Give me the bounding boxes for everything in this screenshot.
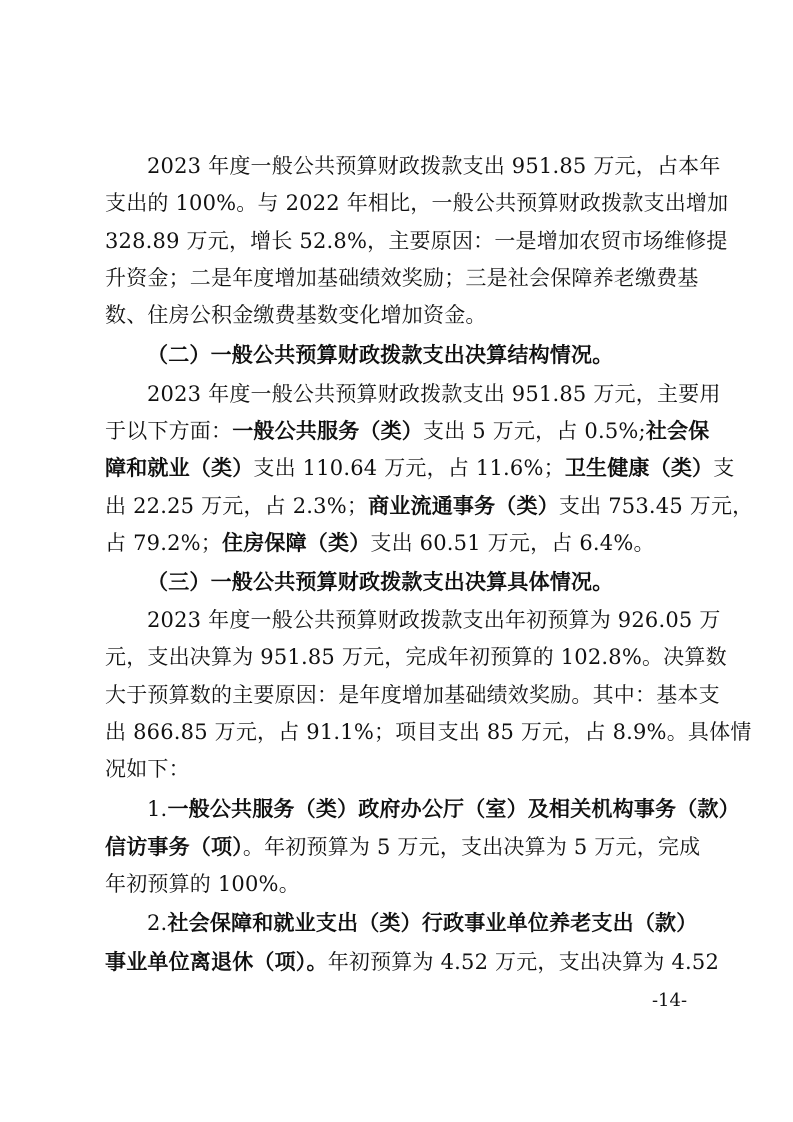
bold-text-segment: 住房保障（类） — [222, 530, 371, 555]
paragraph-line — [105, 414, 710, 448]
paragraph-line — [105, 451, 735, 485]
bold-text-segment: 一般公共服务（类）政府办公厅（室）及相关机构事务（款） — [167, 796, 740, 821]
item-heading — [147, 906, 698, 940]
item-heading — [147, 792, 740, 826]
text-segment: 大于预算数的主要原因：是年度增加基础绩效奖励。其中：基本支 — [105, 683, 720, 707]
section-heading — [147, 565, 690, 599]
paragraph-line — [105, 526, 690, 560]
paragraph-line — [105, 678, 720, 712]
text-segment: 升资金；二是年度增加基础绩效奖励；三是社会保障养老缴费基 — [105, 266, 699, 290]
text-segment: 于以下方面： — [105, 419, 233, 443]
bold-text-segment: 卫生健康（类） — [564, 455, 714, 480]
text-segment: 年初预算为 4.52 万元，支出决算为 4.52 — [327, 950, 720, 974]
text-segment: 。年初预算为 5 万元，支出决算为 5 万元，完成 — [242, 835, 701, 859]
text-segment: 支出 753.45 万元， — [558, 494, 754, 518]
paragraph-line — [147, 603, 721, 637]
paragraph-line — [105, 640, 727, 674]
text-segment: 2. — [147, 911, 168, 935]
text-segment: 1. — [147, 797, 168, 821]
bold-text-segment: 商业流通事务（类） — [368, 493, 559, 518]
text-segment: 支 — [713, 456, 735, 480]
page-number: -14- — [651, 990, 688, 1011]
text-segment: 元，支出决算为 951.85 万元，完成年初预算的 102.8%。决算数 — [105, 645, 727, 669]
text-segment: 支出的 100%。与 2022 年相比，一般公共预算财政拨款支出增加 — [105, 191, 729, 215]
paragraph-line — [105, 715, 752, 749]
text-segment: 支出 5 万元，占 0.5%; — [423, 419, 646, 443]
paragraph-line — [105, 186, 729, 220]
text-segment: 年初预算的 100%。 — [105, 872, 300, 896]
text-segment: 占 79.2%； — [105, 531, 222, 555]
paragraph-line — [105, 224, 728, 258]
section-heading — [147, 338, 690, 372]
text-segment: 支出 60.51 万元，占 6.4%。 — [370, 531, 655, 555]
text-segment: 出 866.85 万元，占 91.1%；项目支出 85 万元，占 8.9%。具体情 — [105, 720, 752, 744]
text-segment: 2023 年度一般公共预算财政拨款支出 951.85 万元，占本年 — [147, 154, 721, 178]
paragraph-line — [105, 298, 690, 332]
text-segment: 2023 年度一般公共预算财政拨款支出年初预算为 926.05 万 — [147, 608, 721, 632]
text-segment: 328.89 万元，增长 52.8%，主要原因：一是增加农贸市场维修提 — [105, 229, 728, 253]
text-segment: 出 22.25 万元，占 2.3%； — [105, 494, 369, 518]
paragraph-line — [105, 945, 720, 979]
paragraph-line — [105, 489, 754, 523]
bold-text-segment: 事业单位离退休（项）。 — [105, 949, 328, 974]
paragraph-line — [105, 261, 699, 295]
bold-text-segment: 一般公共服务（类） — [232, 418, 424, 443]
bold-text-segment: （三）一般公共预算财政拨款支出决算具体情况。 — [147, 569, 614, 594]
text-segment: 支出 110.64 万元，占 11.6%； — [253, 456, 565, 480]
paragraph-line — [105, 830, 701, 864]
bold-text-segment: 社会保 — [645, 418, 710, 443]
paragraph-line — [105, 867, 690, 901]
bold-text-segment: 社会保障和就业支出（类）行政事业单位养老支出（款） — [167, 910, 698, 935]
text-segment: 数、住房公积金缴费基数变化增加资金。 — [105, 303, 487, 327]
paragraph-line — [147, 149, 721, 183]
text-segment: 2023 年度一般公共预算财政拨款支出 951.85 万元，主要用 — [147, 382, 721, 406]
bold-text-segment: 障和就业（类） — [105, 455, 254, 480]
bold-text-segment: （二）一般公共预算财政拨款支出决算结构情况。 — [147, 342, 614, 367]
text-segment: 况如下： — [105, 757, 190, 781]
paragraph-line — [105, 752, 690, 786]
paragraph-line — [147, 377, 721, 411]
bold-text-segment: 信访事务（项） — [105, 834, 243, 859]
